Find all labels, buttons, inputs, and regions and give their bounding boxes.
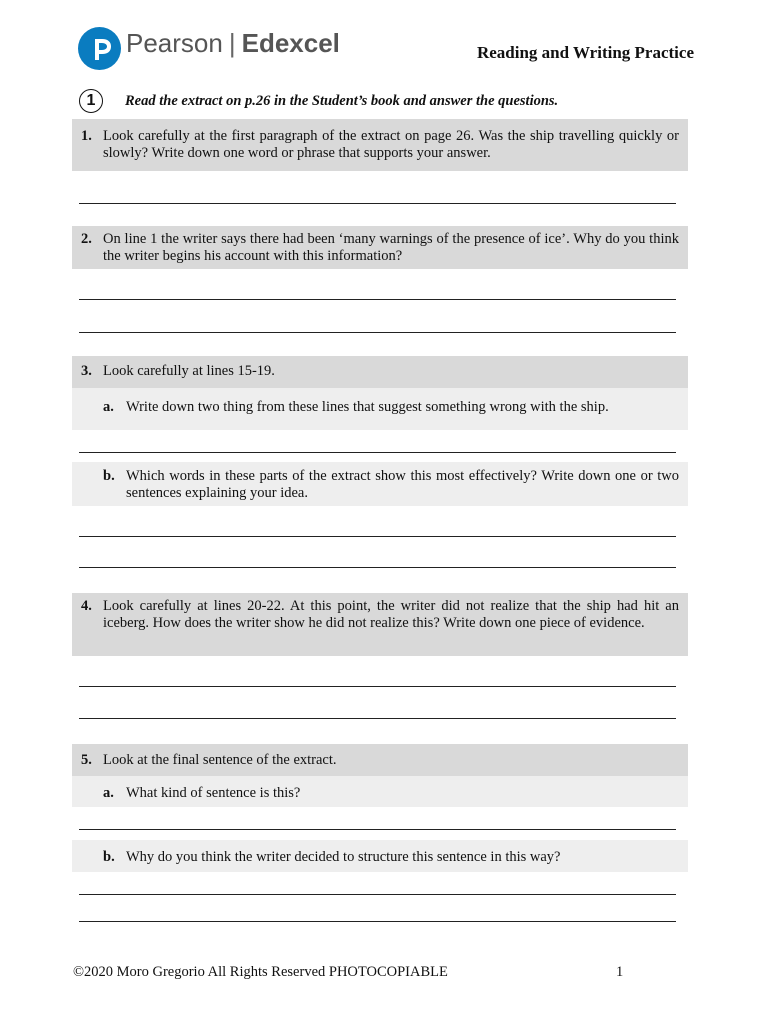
question-3b (72, 462, 688, 506)
page-number: 1 (616, 964, 624, 980)
question-number: 3. (81, 363, 92, 379)
answer-line[interactable] (79, 203, 676, 204)
brand-name: Pearson (126, 28, 223, 58)
question-part-text: Which words in these parts of the extract show this most effectively? Write down one or two sentences explaining your idea. (126, 468, 679, 501)
answer-line[interactable] (79, 567, 676, 568)
question-text: Look carefully at the first paragraph of the extract on page 26. Was the ship travelling quickly or slowly? Write down one word or phrase that supports your answer. (103, 128, 679, 161)
question-text: Look carefully at lines 15-19. (103, 363, 275, 379)
question-5 (72, 744, 688, 776)
answer-line[interactable] (79, 829, 676, 830)
question-4 (72, 593, 688, 656)
question-part-label: b. (103, 849, 115, 865)
question-1 (72, 119, 688, 171)
question-text: Look at the final sentence of the extract. (103, 752, 337, 768)
footer-copyright: ©2020 Moro Gregorio All Rights Reserved PHOTOCOPIABLE (73, 964, 448, 980)
question-text: On line 1 the writer says there had been ‘many warnings of the presence of ice’. Why do you think the writer begins his account with this information? (103, 231, 679, 264)
question-5a (72, 776, 688, 807)
question-part-text: What kind of sentence is this? (126, 785, 301, 801)
answer-line[interactable] (79, 299, 676, 300)
pearson-logo-icon (78, 27, 121, 70)
question-number: 5. (81, 752, 92, 768)
question-part-text: Write down two thing from these lines that suggest something wrong with the ship. (126, 399, 609, 415)
question-number: 1. (81, 128, 92, 144)
section-instruction: Read the extract on p.26 in the Student’s book and answer the questions. (125, 93, 559, 109)
question-number: 4. (81, 598, 92, 614)
answer-line[interactable] (79, 452, 676, 453)
answer-line[interactable] (79, 536, 676, 537)
question-part-label: a. (103, 399, 114, 415)
question-3a (72, 388, 688, 430)
answer-line[interactable] (79, 894, 676, 895)
answer-line[interactable] (79, 332, 676, 333)
brand-separator: | (228, 28, 236, 58)
question-part-label: b. (103, 468, 115, 484)
question-number: 2. (81, 231, 92, 247)
question-2 (72, 226, 688, 269)
page-title: Reading and Writing Practice (476, 43, 694, 62)
answer-line[interactable] (79, 686, 676, 687)
section-number-badge: 1 (79, 89, 103, 113)
brand-sub: Edexcel (241, 28, 340, 58)
question-3 (72, 356, 688, 388)
answer-line[interactable] (79, 921, 676, 922)
question-5b (72, 840, 688, 872)
question-part-text: Why do you think the writer decided to structure this sentence in this way? (126, 849, 561, 865)
brand-logo (126, 30, 340, 56)
question-text: Look carefully at lines 20-22. At this point, the writer did not realize that the ship had hit an iceberg. How does the writer show he did not realize this? Write down one piece of evidence. (103, 598, 679, 631)
answer-line[interactable] (79, 718, 676, 719)
question-part-label: a. (103, 785, 114, 801)
